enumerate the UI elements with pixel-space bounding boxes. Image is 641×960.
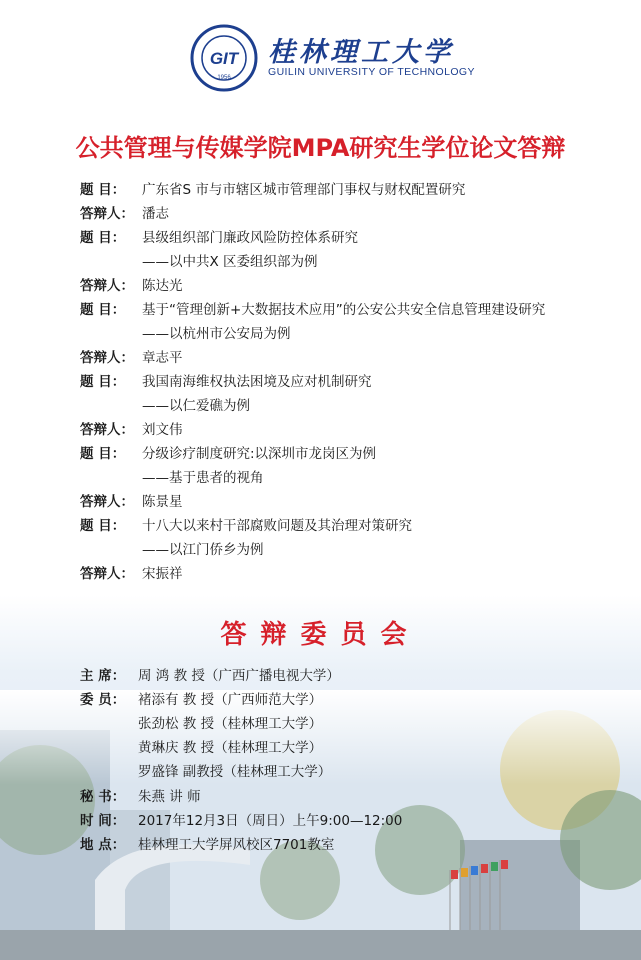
svg-text:1956: 1956 <box>217 75 231 81</box>
university-logo <box>190 24 258 92</box>
topic-row <box>80 180 465 200</box>
defender-row <box>80 492 183 512</box>
school-name-cn: 桂林理工大学 <box>268 37 454 68</box>
topic-text: 基于“管理创新+大数据技术应用”的公安公共安全信息管理建设研究 <box>142 302 546 318</box>
page-title: 公共管理与传媒学院MPA研究生学位论文答辩 <box>75 134 566 162</box>
topic-subtitle: ——以中共X 区委组织部为例 <box>142 254 318 270</box>
defender-row <box>80 204 169 224</box>
topic-subtitle: ——以杭州市公安局为例 <box>142 326 291 342</box>
defender-label: 答辩人： <box>80 206 134 222</box>
committee-title: 答辩委员会 <box>220 620 421 650</box>
defender-name: 宋振祥 <box>142 566 183 582</box>
member-name: 褚添有 教 授（广西师范大学） <box>138 692 323 708</box>
defender-name: 章志平 <box>142 350 183 366</box>
member-name: 罗盛锋 副教授（桂林理工大学） <box>138 764 332 780</box>
topic-row <box>80 372 372 392</box>
members-row <box>80 690 322 710</box>
defender-row <box>80 276 183 296</box>
chair-label: 主 席： <box>80 668 126 684</box>
secretary-label: 秘 书： <box>80 789 126 805</box>
defender-row <box>80 564 183 584</box>
place-value: 桂林理工大学屏风校区7701教室 <box>138 837 335 853</box>
member-name: 张劲松 教 授（桂林理工大学） <box>138 716 323 732</box>
time-row <box>80 811 402 831</box>
chair-row <box>80 666 340 686</box>
topic-subtitle: ——以江门侨乡为例 <box>142 542 264 558</box>
topic-subtitle: ——基于患者的视角 <box>142 470 264 486</box>
topic-text: 我国南海维权执法困境及应对机制研究 <box>142 374 372 390</box>
topic-label: 题 目： <box>80 374 126 390</box>
topic-row <box>80 516 412 536</box>
time-label: 时 间： <box>80 813 126 829</box>
defender-name: 陈景星 <box>142 494 183 510</box>
member-name: 黄琳庆 教 授（桂林理工大学） <box>138 740 323 756</box>
topic-label: 题 目： <box>80 446 126 462</box>
topic-label: 题 目： <box>80 182 126 198</box>
defender-row <box>80 348 183 368</box>
topic-label: 题 目： <box>80 230 126 246</box>
defender-label: 答辩人： <box>80 278 134 294</box>
time-value: 2017年12月3日（周日）上午9:00—12:00 <box>138 813 403 829</box>
defender-label: 答辩人： <box>80 422 134 438</box>
defender-label: 答辩人： <box>80 566 134 582</box>
topic-text: 十八大以来村干部腐败问题及其治理对策研究 <box>142 518 412 534</box>
topic-row <box>80 300 545 320</box>
secretary-name: 朱燕 讲 师 <box>138 789 201 805</box>
defender-name: 陈达光 <box>142 278 183 294</box>
school-name-en: GUILIN UNIVERSITY OF TECHNOLOGY <box>268 66 475 78</box>
place-label: 地 点： <box>80 837 126 853</box>
chair-name: 周 鸿 教 授（广西广播电视大学） <box>138 668 340 684</box>
svg-text:GIT: GIT <box>209 49 239 68</box>
defender-label: 答辩人： <box>80 494 134 510</box>
defender-name: 刘文伟 <box>142 422 183 438</box>
topic-row <box>80 444 376 464</box>
topic-label: 题 目： <box>80 302 126 318</box>
topic-subtitle: ——以仁爱礁为例 <box>142 398 250 414</box>
secretary-row <box>80 787 201 807</box>
members-label: 委 员： <box>80 692 126 708</box>
place-row <box>80 835 334 855</box>
topic-text: 分级诊疗制度研究:以深圳市龙岗区为例 <box>142 446 377 462</box>
defender-label: 答辩人： <box>80 350 134 366</box>
topic-row <box>80 228 358 248</box>
defender-name: 潘志 <box>142 206 169 222</box>
topic-label: 题 目： <box>80 518 126 534</box>
topic-text: 县级组织部门廉政风险防控体系研究 <box>142 230 358 246</box>
topic-text: 广东省S 市与市辖区城市管理部门事权与财权配置研究 <box>142 182 466 198</box>
defender-row <box>80 420 183 440</box>
